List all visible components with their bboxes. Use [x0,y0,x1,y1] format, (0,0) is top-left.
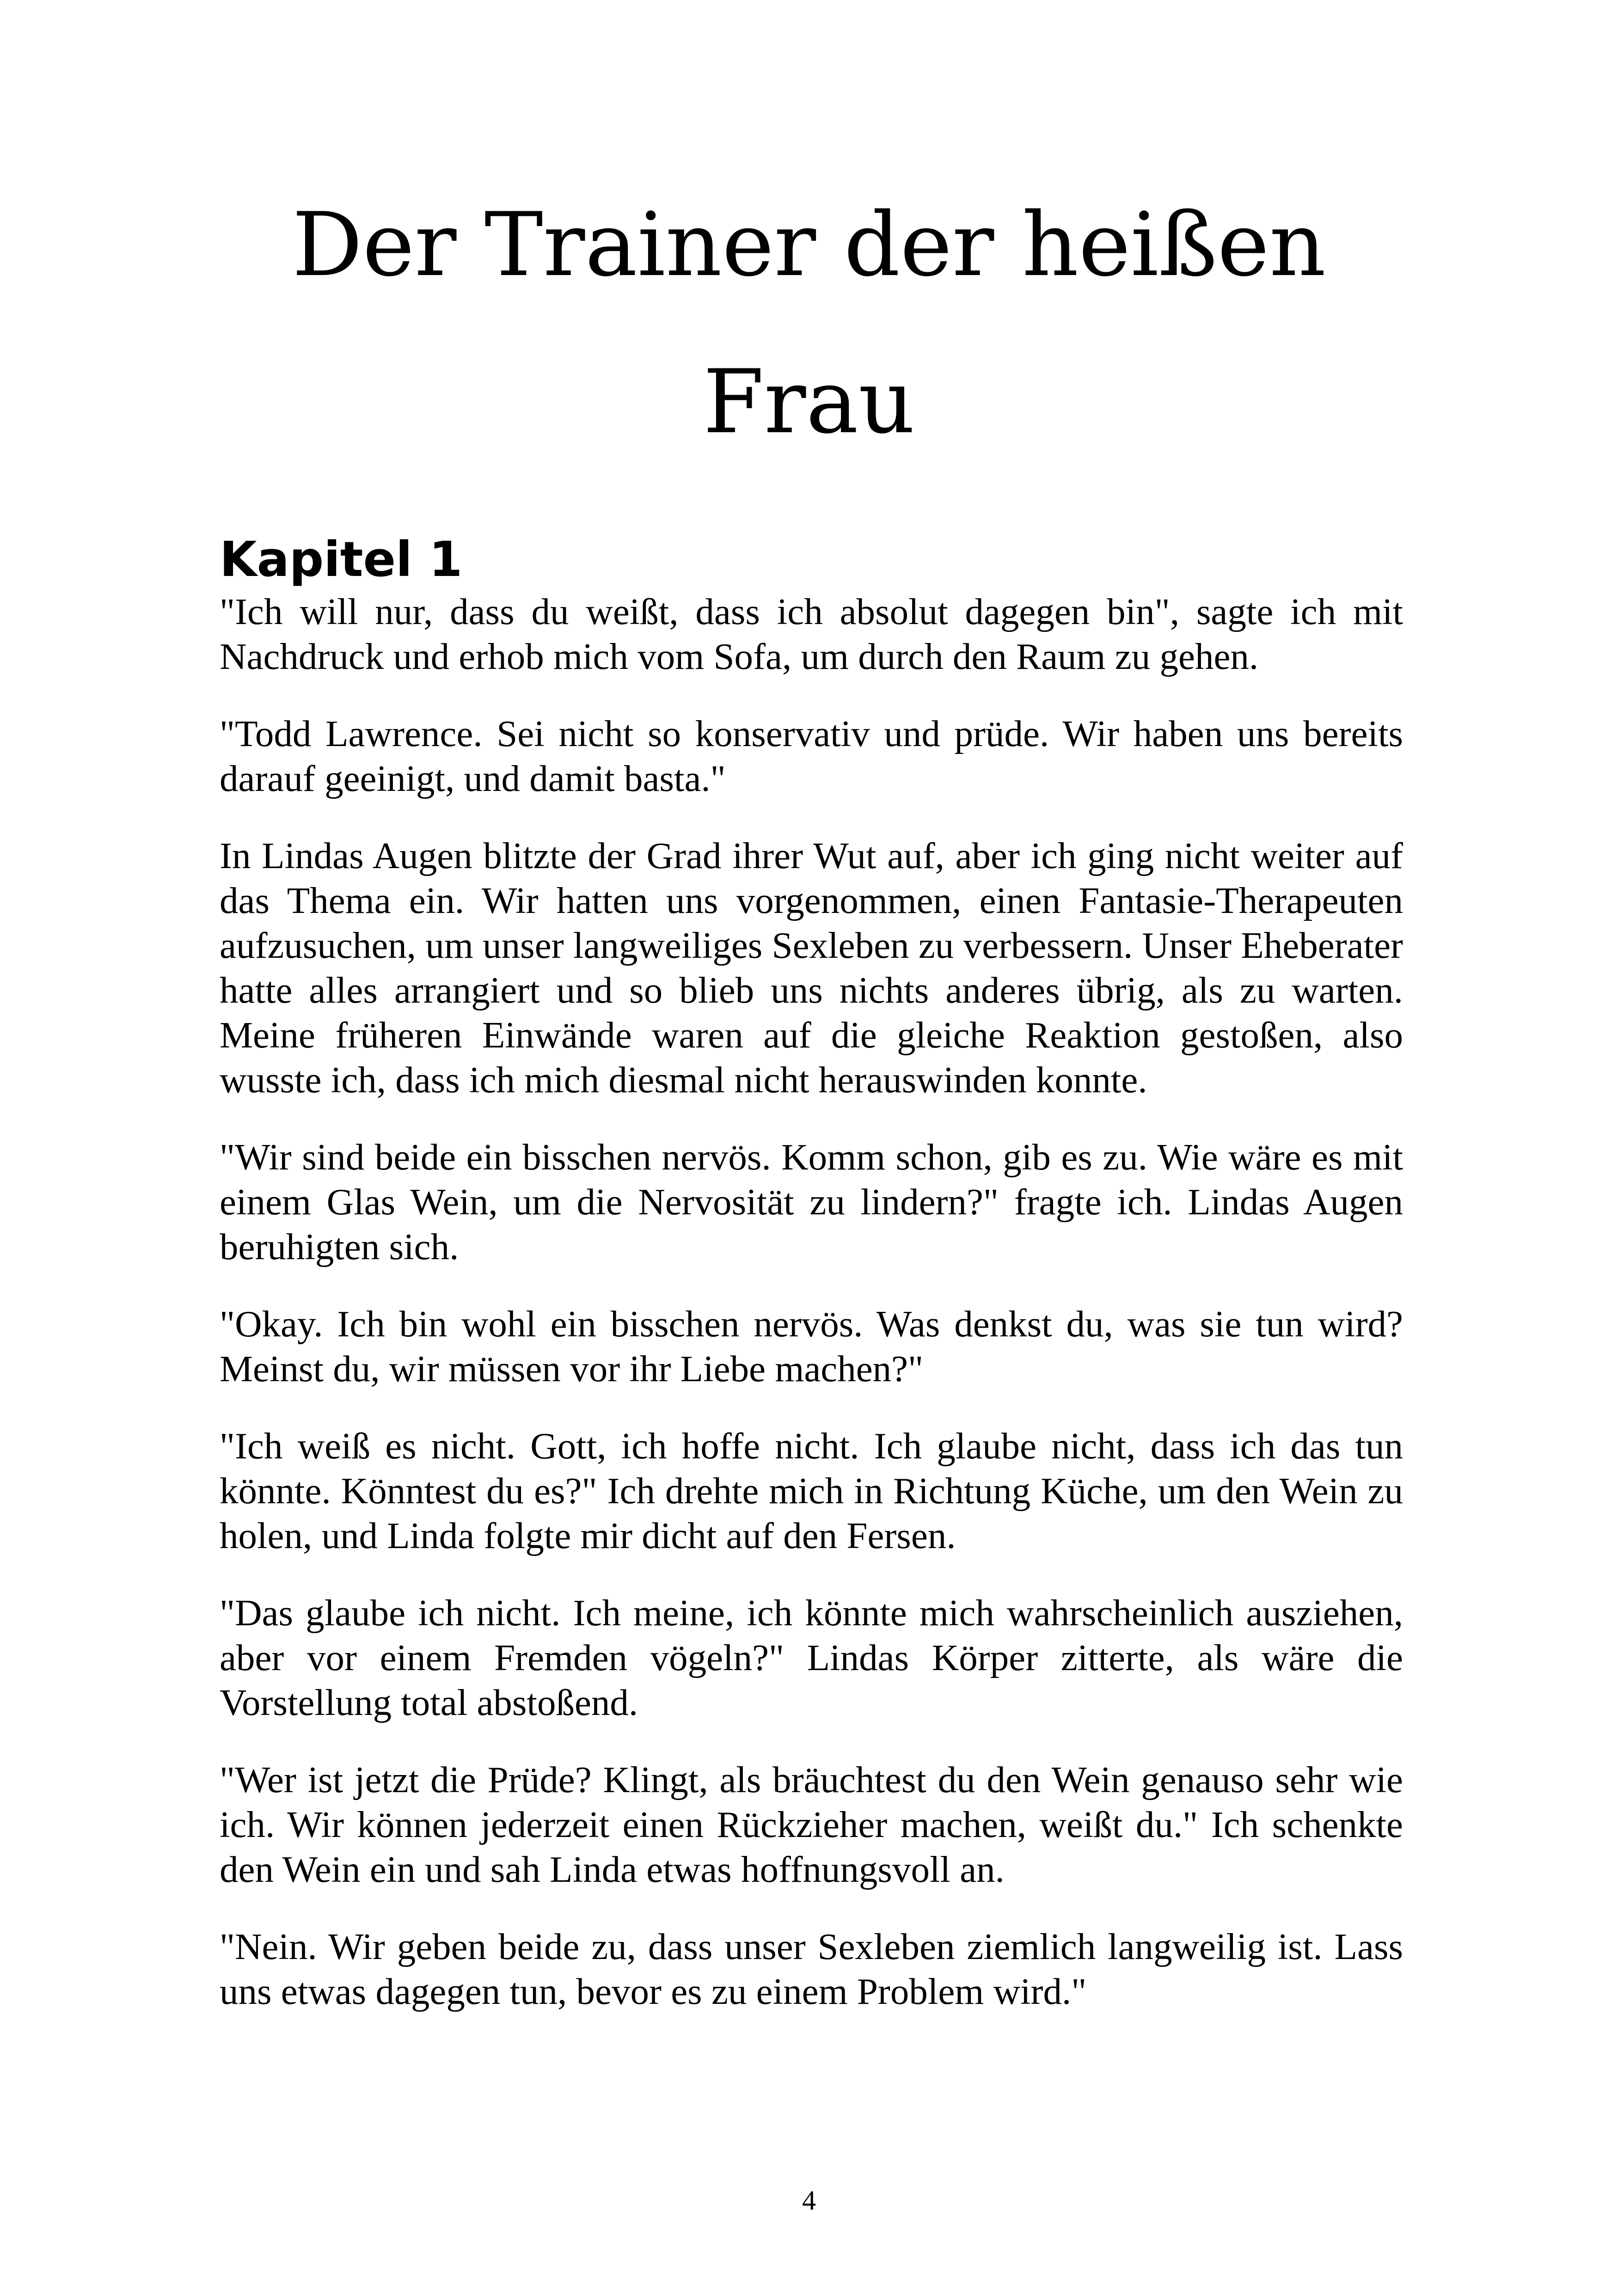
book-title [185,166,1433,481]
paragraph: "Okay. Ich bin wohl ein bisschen nervös. Was denkst du, was sie tun wird? Meinst du, wir müssen vor ihr Liebe machen?" [220,1303,1403,1390]
paragraph: "Todd Lawrence. Sei nicht so konservativ und prüde. Wir haben uns bereits darauf geeinigt, und damit basta." [220,713,1403,799]
book-title-line-1: Der Trainer der heißen [292,194,1326,296]
paragraph: "Das glaube ich nicht. Ich meine, ich könnte mich wahrscheinlich ausziehen, aber vor einem Fremden vögeln?" Lindas Körper zitterte, als wäre die Vorstellung total abstoßend. [220,1592,1403,1723]
paragraph: In Lindas Augen blitzte der Grad ihrer Wut auf, aber ich ging nicht weiter auf das Thema ein. Wir hatten uns vorgenommen, einen Fantasie-Therapeuten aufzusuchen, um unser langweiliges Sexleben zu verbessern. Unser Eheberater hatte alles arrangiert und so blieb uns nichts anderes übrig, als zu warten. Meine früheren Einwände waren auf die gleiche Reaktion gestoßen, also wusste ich, dass ich mich diesmal nicht herauswinden konnte. [220,835,1403,1101]
paragraph: "Nein. Wir geben beide zu, dass unser Sexleben ziemlich langweilig ist. Lass uns etwas dagegen tun, bevor es zu einem Problem wird." [220,1926,1403,2012]
paragraph: "Ich will nur, dass du weißt, dass ich absolut dagegen bin", sagte ich mit Nachdruck und erhob mich vom Sofa, um durch den Raum zu gehen. [220,591,1403,677]
page-number: 4 [802,2185,816,2216]
chapter-heading: Kapitel 1 [220,531,463,588]
paragraph: "Wer ist jetzt die Prüde? Klingt, als bräuchtest du den Wein genauso sehr wie ich. Wir können jederzeit einen Rückzieher machen, weißt du." Ich schenkte den Wein ein und sah Linda etwas hoffnungsvoll an. [220,1759,1403,1890]
paragraph: "Ich weiß es nicht. Gott, ich hoffe nicht. Ich glaube nicht, dass ich das tun könnte. Könntest du es?" Ich drehte mich in Richtung Küche, um den Wein zu holen, und Linda folgte mir dicht auf den Fersen. [220,1425,1403,1556]
book-title-line-2: Frau [703,351,915,453]
chapter-body [220,589,1403,2046]
paragraph: "Wir sind beide ein bisschen nervös. Komm schon, gib es zu. Wie wäre es mit einem Glas Wein, um die Nervosität zu lindern?" fragte ich. Lindas Augen beruhigten sich. [220,1136,1403,1267]
